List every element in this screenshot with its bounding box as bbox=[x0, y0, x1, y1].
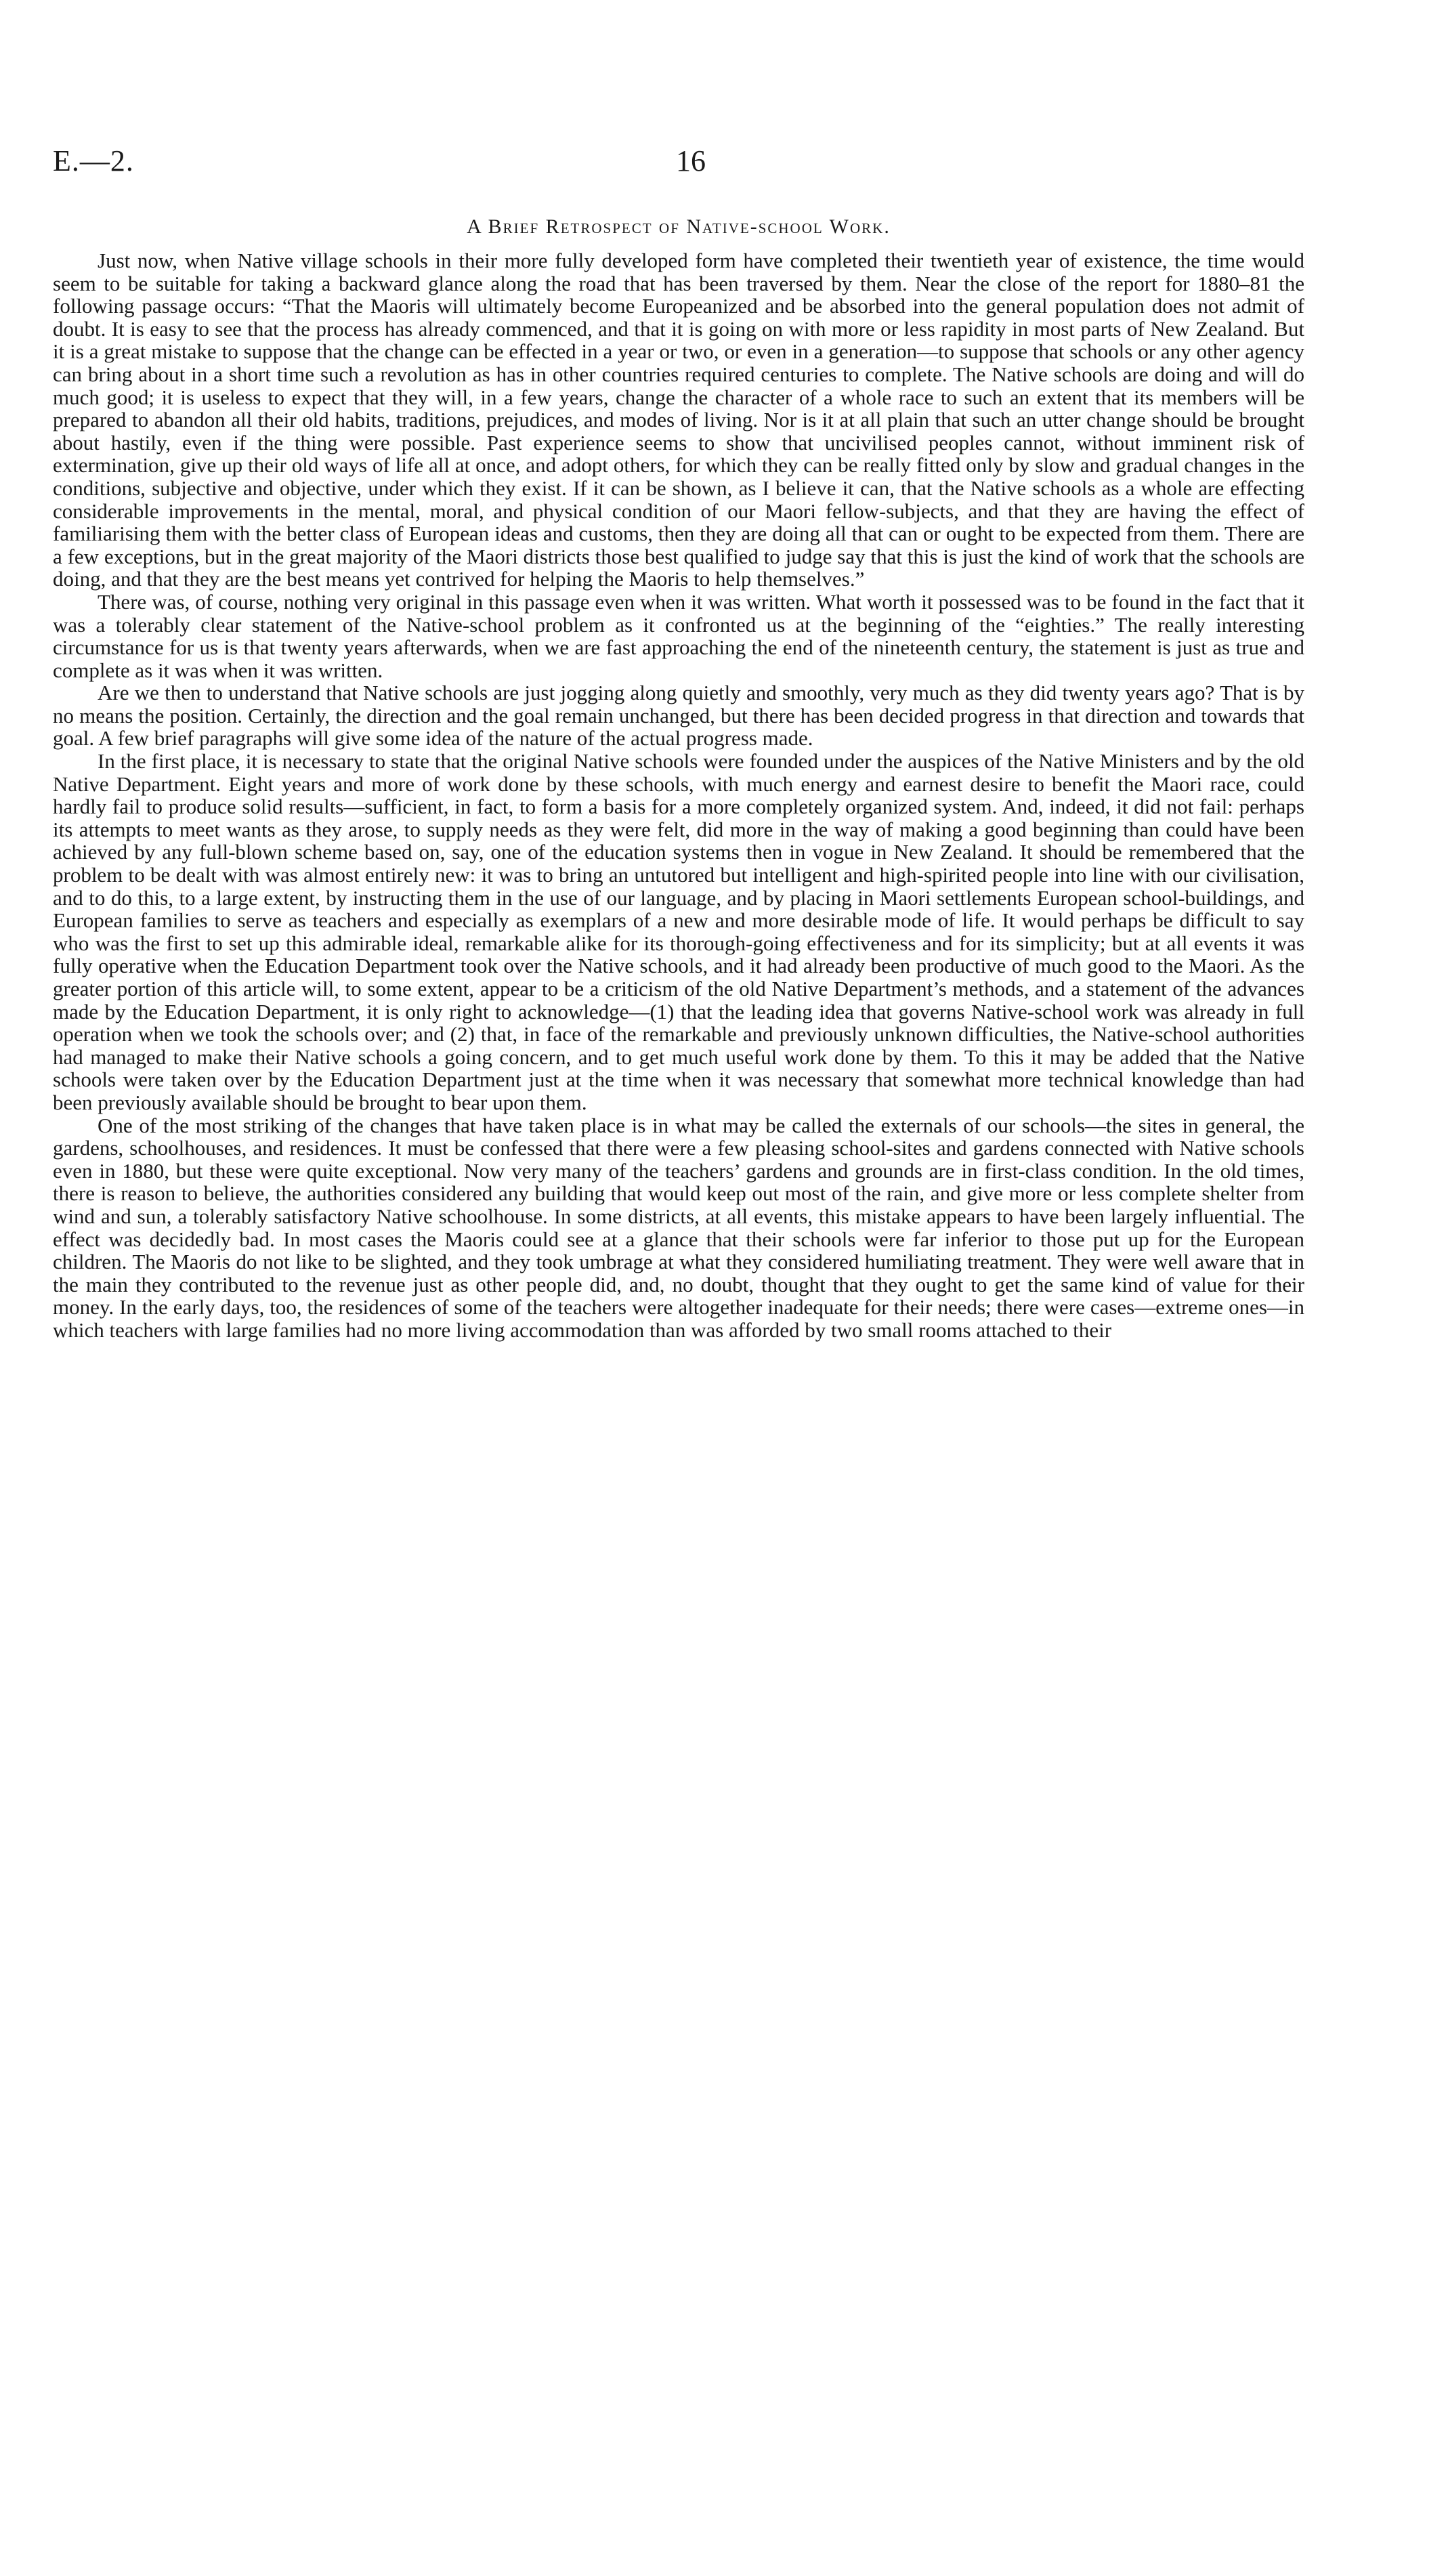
paragraph: Are we then to understand that Native schools are just jogging along quietly and smoothly, very much as they did twenty years ago? That is by no means the position. Certainly, the direction and the goal remain unchanged, but there has been decided progress in that direction and towards that goal. A few brief paragraphs will give some idea of the nature of the actual progress made. bbox=[53, 681, 1304, 751]
page-number: 16 bbox=[676, 144, 706, 177]
paragraph: In the first place, it is necessary to state that the original Native schools were founded under the auspices of the Native Ministers and by the old Native Department. Eight years and more of work done by these schools, with much energy and earnest desire to benefit the Maori race, could hardly fail to produce solid results—sufficient, in fact, to form a basis for a more completely organized system. And, indeed, it did not fail: perhaps its attempts to meet wants as they arose, to supply needs as they were felt, did more in the way of making a good beginning than could have been achieved by any full-blown scheme based on, say, one of the education systems then in vogue in New Zealand. It should be remembered that the problem to be dealt with was almost entirely new: it was to bring an untutored but intelligent and high-spirited people into line with our civilisation, and to do this, to a large extent, by instructing them in the use of our language, and by placing in Maori settlements European school-buildings, and European families to serve as teachers and especially as exemplars of a new and more desirable mode of life. It would perhaps be difficult to say who was the first to set up this admirable ideal, remarkable alike for its thorough-going effectiveness and for its simplicity; but at all events it was fully operative when the Education Department took over the Native schools, and it had already been productive of much good to the Maori. As the greater portion of this article will, to some extent, appear to be a criticism of the old Native Department’s methods, and a statement of the advances made by the Education Department, it is only right to acknowledge—(1) that the leading idea that governs Native-school work was already in full operation when we took the schools over; and (2) that, in face of the remarkable and previously unknown difficulties, the Native-school authorities had managed to make their Native schools a going concern, and to get much useful work done by them. To this it may be added that the Native schools were taken over by the Education Department just at the time when it was necessary that somewhat more technical knowledge than had been previously available should be brought to bear upon them. bbox=[53, 749, 1304, 1114]
page-header bbox=[53, 144, 1306, 184]
article-title: A Brief Retrospect of Native-school Work. bbox=[467, 215, 891, 238]
page-reference: E.—2. bbox=[53, 144, 134, 177]
paragraph: There was, of course, nothing very original in this passage even when it was written. What worth it possessed was to be found in the fact that it was a tolerably clear statement of the Native-school problem as it confronted us at the beginning of the “eighties.” The really interesting circumstance for us is that twenty years afterwards, when we are fast approaching the end of the nineteenth century, the statement is just as true and complete as it was when it was written. bbox=[53, 589, 1304, 682]
article-body bbox=[53, 249, 1304, 1342]
paragraph: Just now, when Native village schools in their more fully developed form have completed their twentieth year of existence, the time would seem to be suitable for taking a backward glance along the road that has been traversed by them. Near the close of the report for 1880–81 the following passage occurs: “That the Maoris will ultimately become Europeanized and be absorbed into the general population does not admit of doubt. It is easy to see that the process has already commenced, and that it is going on with more or less rapidity in most parts of New Zealand. But it is a great mistake to suppose that the change can be effected in a year or two, or even in a generation—to suppose that schools or any other agency can bring about in a short time such a revolution as has in other countries required centuries to complete. The Native schools are doing and will do much good; it is useless to expect that they will, in a few years, change the character of a whole race to such an extent that its members will be prepared to abandon all their old habits, traditions, prejudices, and modes of living. Nor is it at all plain that such an utter change should be brought about hastily, even if the thing were possible. Past experience seems to show that uncivilised peoples cannot, without imminent risk of extermination, give up their old ways of life all at once, and adopt others, for which they can be really fitted only by slow and gradual changes in the conditions, subjective and objective, under which they exist. If it can be shown, as I believe it can, that the Native schools as a whole are effecting considerable improvements in the mental, moral, and physical condition of our Maori fellow-subjects, and that they are having the effect of familiarising them with the better class of European ideas and customs, then they are doing all that can or ought to be expected from them. There are a few exceptions, but in the great majority of the Maori districts those best qualified to judge say that this is just the kind of work that the schools are doing, and that they are the best means yet contrived for helping the Maoris to help themselves.” bbox=[53, 249, 1304, 591]
paragraph: One of the most striking of the changes that have taken place is in what may be called the externals of our schools—the sites in general, the gardens, schoolhouses, and residences. It must be confessed that there were a few pleasing school-sites and gardens connected with Native schools even in 1880, but these were quite exceptional. Now very many of the teachers’ gardens and grounds are in first-class condition. In the old times, there is reason to believe, the authorities considered any building that would keep out most of the rain, and give more or less complete shelter from wind and sun, a tolerably satisfactory Native schoolhouse. In some districts, at all events, this mistake appears to have been largely influential. The effect was decidedly bad. In most cases the Maoris could see at a glance that their schools were far inferior to those put up for the European children. The Maoris do not like to be slighted, and they took umbrage at what they considered humiliating treatment. They were well aware that in the main they contributed to the revenue just as other people did, and, no doubt, thought that they ought to get the same kind of value for their money. In the early days, too, the residences of some of the teachers were altogether inadequate for their needs; there were cases—extreme ones—in which teachers with large families had no more living accommodation than was afforded by two small rooms attached to their bbox=[53, 1113, 1304, 1342]
